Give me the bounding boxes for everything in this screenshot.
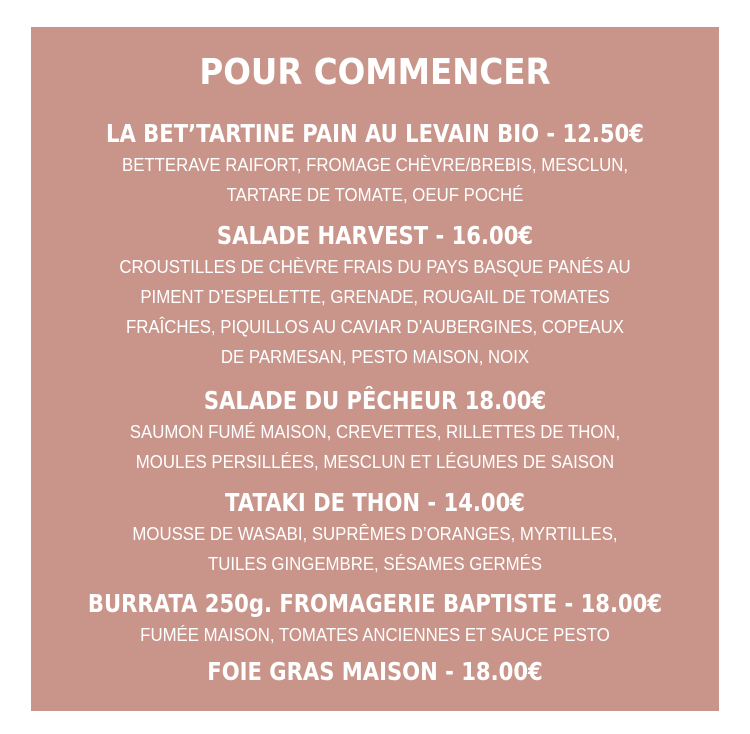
dish-item <box>31 385 719 477</box>
dish-item <box>31 656 719 688</box>
dish-description <box>65 519 684 579</box>
dish-item <box>31 118 719 210</box>
dish-description-line: DE PARMESAN, PESTO MAISON, NOIX <box>220 346 530 367</box>
dish-name: SALADE DU PÊCHEUR 18.00€ <box>203 386 547 415</box>
dish-name: TATAKI DE THON - 14.00€ <box>224 488 526 517</box>
dish-item <box>31 487 719 579</box>
dish-name: BURRATA 250g. FROMAGERIE BAPTISTE - 18.00€ <box>87 589 663 618</box>
menu-card <box>31 27 719 711</box>
dish-description-line: CROUSTILLES DE CHÈVRE FRAIS DU PAYS BASQUE PANÉS AU <box>119 256 631 277</box>
dish-description-line: TUILES GINGEMBRE, SÉSAMES GERMÉS <box>207 553 543 574</box>
dish-description-line: PIMENT D’ESPELETTE, GRENADE, ROUGAIL DE TOMATES <box>140 286 610 307</box>
dish-description-line: TARTARE DE TOMATE, OEUF POCHÉ <box>226 184 524 205</box>
dish-name: SALADE HARVEST - 16.00€ <box>216 221 534 250</box>
dish-description-line: SAUMON FUMÉ MAISON, CREVETTES, RILLETTES DE THON, <box>129 421 621 442</box>
dish-item <box>31 588 719 650</box>
dish-name: LA BET’TARTINE PAIN AU LEVAIN BIO - 12.50€ <box>106 119 644 148</box>
dish-description-line: FRAÎCHES, PIQUILLOS AU CAVIAR D’AUBERGINES, COPEAUX <box>126 316 624 337</box>
dish-description <box>65 620 684 650</box>
dish-description-line: BETTERAVE RAIFORT, FROMAGE CHÈVRE/BREBIS, MESCLUN, <box>122 154 628 175</box>
dish-description <box>65 417 684 477</box>
dish-description-line: MOUSSE DE WASABI, SUPRÊMES D’ORANGES, MYRTILLES, <box>132 523 618 544</box>
dish-name: FOIE GRAS MAISON - 18.00€ <box>207 657 543 686</box>
menu-title: POUR COMMENCER <box>199 52 551 93</box>
dish-description <box>65 252 684 372</box>
dish-description-line: FUMÉE MAISON, TOMATES ANCIENNES ET SAUCE PESTO <box>140 624 610 645</box>
dish-item <box>31 220 719 372</box>
dish-description-line: MOULES PERSILLÉES, MESCLUN ET LÉGUMES DE SAISON <box>135 451 615 472</box>
dish-description <box>65 150 684 210</box>
